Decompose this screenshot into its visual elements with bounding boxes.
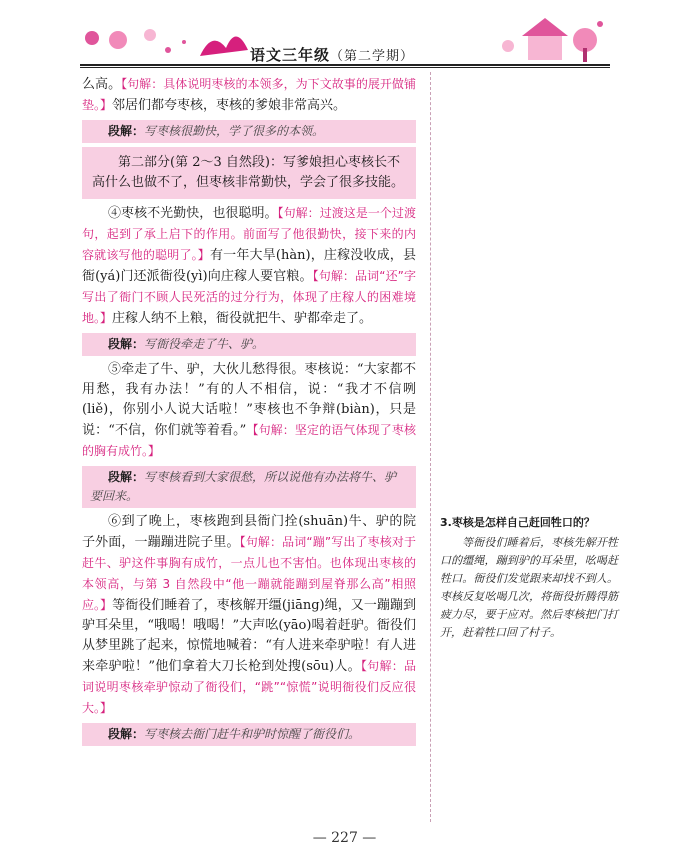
part-summary: 第二部分(第 2～3 自然段)：写爹娘担心枣核长不高什么也做不了，但枣核非常勤快，学会了很多技能。 <box>82 147 416 199</box>
sentence-note: 【句解：坚定的语气体现了枣核的胸有成竹。】 <box>82 423 416 458</box>
page-number: — 227 — <box>312 830 377 846</box>
main-column <box>82 74 416 750</box>
column-divider <box>430 72 431 822</box>
paragraph-1: 么高。【句解：具体说明枣核的本领多，为下文故事的展开做铺垫。】邻居们都夸枣核，枣核的爹娘非常高兴。 <box>82 77 416 113</box>
sentence-note: 【句解：品词“还”字写出了衙门不顾人民死活的过分行为，体现了庄稼人的困难境地。】 <box>82 269 417 325</box>
sentence-note: 【句解：过渡这是一个过渡句，起到了承上启下的作用。前面写了他很勤快，接下来的内容就该写他的聪明了。】 <box>82 206 416 262</box>
side-question <box>440 514 618 642</box>
question-text: 3.枣核是怎样自己赶回牲口的？ <box>440 516 595 529</box>
flower-icon <box>85 31 99 45</box>
section-summary: 段解：写枣核看到大家很愁，所以说他有办法将牛、驴要回来。 <box>82 466 416 508</box>
paragraph-4: ④枣核不光勤快，也很聪明。【句解：过渡这是一个过渡句，起到了承上启下的作用。前面写了他很勤快，接下来的内容就该写他的聪明了。】有一年大旱(hàn)，庄稼没收成，县衙(yá)门还派衙役(yì)向庄稼人要官粮。【句解：品词“还”字写出了衙门不顾人民死活的过分行为，体现了庄稼人的困难境地。】庄稼人纳不上粮，衙役就把牛、驴都牵走了。 <box>82 206 417 326</box>
page-header <box>0 0 689 72</box>
butterfly-icon <box>200 36 248 56</box>
sentence-note: 【句解：品词说明枣核牵驴惊动了衙役们，“跳”“惊慌”说明衙役们反应很大。】 <box>82 659 416 715</box>
house-icon <box>528 34 562 60</box>
section-summary: 段解：写枣核很勤快，学了很多的本领。 <box>82 120 416 143</box>
sentence-note: 【句解：具体说明枣核的本领多，为下文故事的展开做铺垫。】 <box>82 77 416 112</box>
section-summary: 段解：写衙役牵走了牛、驴。 <box>82 333 416 356</box>
page-title: 语文三年级（第二学期） <box>250 46 415 64</box>
section-summary: 段解：写枣核去衙门赶牛和驴时惊醒了衙役们。 <box>82 723 416 746</box>
answer-text: 等衙役们睡着后，枣核先解开牲口的缰绳，蹦到驴的耳朵里，吆喝赶牲口。衙役们发觉跟来却找不到人。枣核反复吆喝几次，将衙役折腾得筋疲力尽，要于应对。然后枣核把门打开，赶着牲口回了村子。 <box>440 536 618 639</box>
paragraph-6: ⑥到了晚上，枣核跑到县衙门拴(shuān)牛、驴的院子外面，一蹦蹦进院子里。【句解：品词“蹦”写出了枣核对于赶牛、驴这件事胸有成竹，一点儿也不害怕。也体现出枣核的本领高，与第 3 自然段中“他一蹦就能蹦到屋脊那么高”相照应。】等衙役们睡着了，枣核解开缰(jiāng)绳，又一蹦蹦到驴耳朵里，“哦喝！哦喝！”大声吆(yāo)喝着赶驴。衙役们从梦里跳了起来，惊慌地喊着：“有人进来牵驴啦！有人进来牵驴啦！”他们拿着大刀长枪到处搜(sōu)人。【句解：品词说明枣核牵驴惊动了衙役们，“跳”“惊慌”说明衙役们反应很大。】 <box>82 514 416 715</box>
paragraph-5: ⑤牵走了牛、驴，大伙儿愁得很。枣核说：“大家都不用愁，我有办法！”有的人不相信，说：“我才不信咧(liě)，你别小人说大话啦！”枣核也不争辩(biàn)，只是说：“不信，你们就等着看。”【句解：坚定的语气体现了枣核的胸有成竹。】 <box>82 362 416 458</box>
sentence-note: 【句解：品词“蹦”写出了枣核对于赶牛、驴这件事胸有成竹，一点儿也不害怕。也体现出枣核的本领高，与第 3 自然段中“他一蹦就能蹦到屋脊那么高”相照应。】 <box>82 535 416 612</box>
